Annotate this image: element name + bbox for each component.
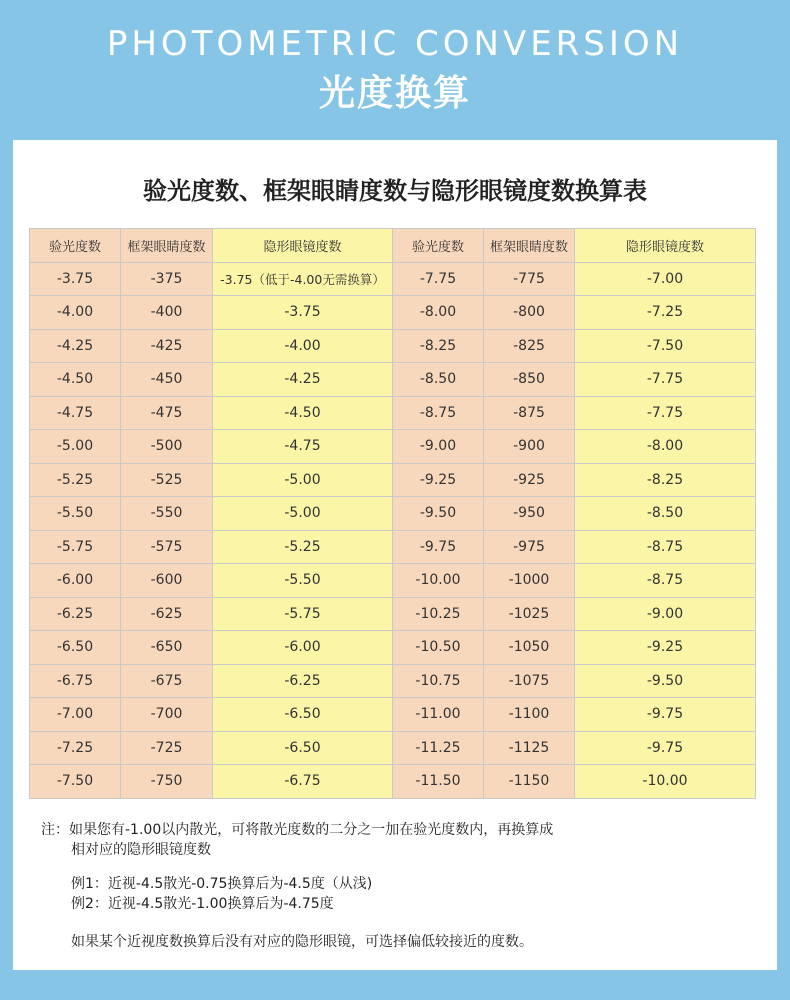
table-row xyxy=(30,664,756,698)
table-cell: -8.50 xyxy=(393,363,484,397)
table-cell: -4.50 xyxy=(213,396,393,430)
header-cell: 框架眼睛度数 xyxy=(121,229,213,263)
table-cell: -6.50 xyxy=(213,698,393,732)
table-cell: -7.50 xyxy=(575,329,756,363)
table-cell: -8.75 xyxy=(393,396,484,430)
table-cell: -875 xyxy=(484,396,575,430)
table-row xyxy=(30,296,756,330)
page-header xyxy=(0,0,790,140)
title-chinese: 光度换算 xyxy=(318,73,471,114)
table-cell: -800 xyxy=(484,296,575,330)
table-cell: -575 xyxy=(121,530,213,564)
table-cell: -900 xyxy=(484,430,575,464)
table-cell: -7.50 xyxy=(30,765,121,799)
table-cell: -7.75 xyxy=(393,262,484,296)
table-row xyxy=(30,530,756,564)
table-cell: -400 xyxy=(121,296,213,330)
table-row xyxy=(30,262,756,296)
table-row xyxy=(30,329,756,363)
table-cell: -6.50 xyxy=(30,631,121,665)
example-1: 例1：近视-4.5散光-0.75换算后为-4.5度（从浅) xyxy=(71,876,373,892)
table-cell: -11.50 xyxy=(393,765,484,799)
table-cell: -1150 xyxy=(484,765,575,799)
table-cell: -10.25 xyxy=(393,597,484,631)
table-cell: -975 xyxy=(484,530,575,564)
table-cell: -7.25 xyxy=(575,296,756,330)
table-cell: -10.00 xyxy=(575,765,756,799)
table-cell: -4.00 xyxy=(213,329,393,363)
table-row xyxy=(30,765,756,799)
table-cell: -7.75 xyxy=(575,396,756,430)
table-title: 验光度数、框架眼睛度数与隐形眼镜度数换算表 xyxy=(143,177,647,205)
table-cell: -675 xyxy=(121,664,213,698)
table-cell: -9.75 xyxy=(393,530,484,564)
table-cell: -3.75 xyxy=(30,262,121,296)
title-english: PHOTOMETRIC CONVERSION xyxy=(106,24,684,64)
table-cell: -5.00 xyxy=(213,497,393,531)
table-cell: -9.75 xyxy=(575,731,756,765)
table-cell: -8.75 xyxy=(575,564,756,598)
header-cell: 验光度数 xyxy=(393,229,484,263)
table-cell: -6.75 xyxy=(213,765,393,799)
table-cell: -7.00 xyxy=(575,262,756,296)
header-cell: 隐形眼镜度数 xyxy=(575,229,756,263)
table-cell: -11.25 xyxy=(393,731,484,765)
table-body xyxy=(30,262,756,798)
table-row xyxy=(30,597,756,631)
table-cell: -825 xyxy=(484,329,575,363)
table-cell: -5.00 xyxy=(30,430,121,464)
table-cell: -650 xyxy=(121,631,213,665)
table-cell: -1025 xyxy=(484,597,575,631)
notes-section xyxy=(41,820,553,952)
table-cell: -850 xyxy=(484,363,575,397)
table-cell: -10.75 xyxy=(393,664,484,698)
table-cell: -475 xyxy=(121,396,213,430)
table-cell: -8.00 xyxy=(575,430,756,464)
table-cell: -9.00 xyxy=(575,597,756,631)
table-row xyxy=(30,363,756,397)
table-cell: -6.00 xyxy=(30,564,121,598)
table-cell: -725 xyxy=(121,731,213,765)
table-cell: -9.25 xyxy=(393,463,484,497)
table-row xyxy=(30,631,756,665)
table-cell: -1100 xyxy=(484,698,575,732)
table-cell: -750 xyxy=(121,765,213,799)
table-row xyxy=(30,731,756,765)
table-cell: -5.25 xyxy=(30,463,121,497)
table-row xyxy=(30,698,756,732)
table-header-row xyxy=(30,229,756,263)
conversion-table xyxy=(29,228,756,799)
table-cell: -4.75 xyxy=(213,430,393,464)
header-cell: 隐形眼镜度数 xyxy=(213,229,393,263)
footer-note: 如果某个近视度数换算后没有对应的隐形眼镜，可选择偏低较接近的度数。 xyxy=(71,934,533,950)
table-cell: -1050 xyxy=(484,631,575,665)
table-cell: -4.75 xyxy=(30,396,121,430)
table-cell: -5.50 xyxy=(30,497,121,531)
table-row xyxy=(30,463,756,497)
table-cell: -4.25 xyxy=(30,329,121,363)
header-cell: 验光度数 xyxy=(30,229,121,263)
table-cell: -5.75 xyxy=(30,530,121,564)
table-cell: -950 xyxy=(484,497,575,531)
header-cell: 框架眼睛度数 xyxy=(484,229,575,263)
table-cell: -7.25 xyxy=(30,731,121,765)
table-row xyxy=(30,396,756,430)
table-cell: -9.00 xyxy=(393,430,484,464)
table-cell: -6.25 xyxy=(30,597,121,631)
table-cell: -1075 xyxy=(484,664,575,698)
table-row xyxy=(30,430,756,464)
table-cell: -10.50 xyxy=(393,631,484,665)
table-cell: -8.00 xyxy=(393,296,484,330)
table-cell: -1000 xyxy=(484,564,575,598)
table-cell: -450 xyxy=(121,363,213,397)
table-row xyxy=(30,564,756,598)
note-line-1: 注：如果您有-1.00以内散光，可将散光度数的二分之一加在验光度数内，再换算成 xyxy=(41,822,554,838)
table-cell: -425 xyxy=(121,329,213,363)
table-cell: -5.50 xyxy=(213,564,393,598)
table-cell: -7.75 xyxy=(575,363,756,397)
table-row xyxy=(30,497,756,531)
table-cell: -5.25 xyxy=(213,530,393,564)
table-cell: -9.50 xyxy=(393,497,484,531)
table-cell: -550 xyxy=(121,497,213,531)
table-cell: -625 xyxy=(121,597,213,631)
table-cell: -9.25 xyxy=(575,631,756,665)
table-cell: -925 xyxy=(484,463,575,497)
content-panel xyxy=(13,140,777,970)
table-cell: -8.25 xyxy=(575,463,756,497)
table-cell: -1125 xyxy=(484,731,575,765)
table-cell: -7.00 xyxy=(30,698,121,732)
table-cell: -3.75 xyxy=(213,296,393,330)
table-cell: -9.50 xyxy=(575,664,756,698)
table-cell: -8.75 xyxy=(575,530,756,564)
table-cell: -525 xyxy=(121,463,213,497)
table-cell: -9.75 xyxy=(575,698,756,732)
table-cell: -4.25 xyxy=(213,363,393,397)
table-cell: -8.50 xyxy=(575,497,756,531)
table-cell: -3.75（低于-4.00无需换算） xyxy=(213,262,393,296)
table-cell: -6.75 xyxy=(30,664,121,698)
table-cell: -6.25 xyxy=(213,664,393,698)
table-cell: -500 xyxy=(121,430,213,464)
table-cell: -10.00 xyxy=(393,564,484,598)
table-cell: -5.75 xyxy=(213,597,393,631)
table-cell: -600 xyxy=(121,564,213,598)
table-cell: -775 xyxy=(484,262,575,296)
table-cell: -5.00 xyxy=(213,463,393,497)
table-cell: -6.00 xyxy=(213,631,393,665)
example-2: 例2：近视-4.5散光-1.00换算后为-4.75度 xyxy=(71,896,334,912)
table-cell: -4.00 xyxy=(30,296,121,330)
note-line-2: 相对应的隐形眼镜度数 xyxy=(71,842,211,858)
table-cell: -4.50 xyxy=(30,363,121,397)
table-cell: -375 xyxy=(121,262,213,296)
table-cell: -6.50 xyxy=(213,731,393,765)
table-cell: -700 xyxy=(121,698,213,732)
table-cell: -11.00 xyxy=(393,698,484,732)
table-cell: -8.25 xyxy=(393,329,484,363)
